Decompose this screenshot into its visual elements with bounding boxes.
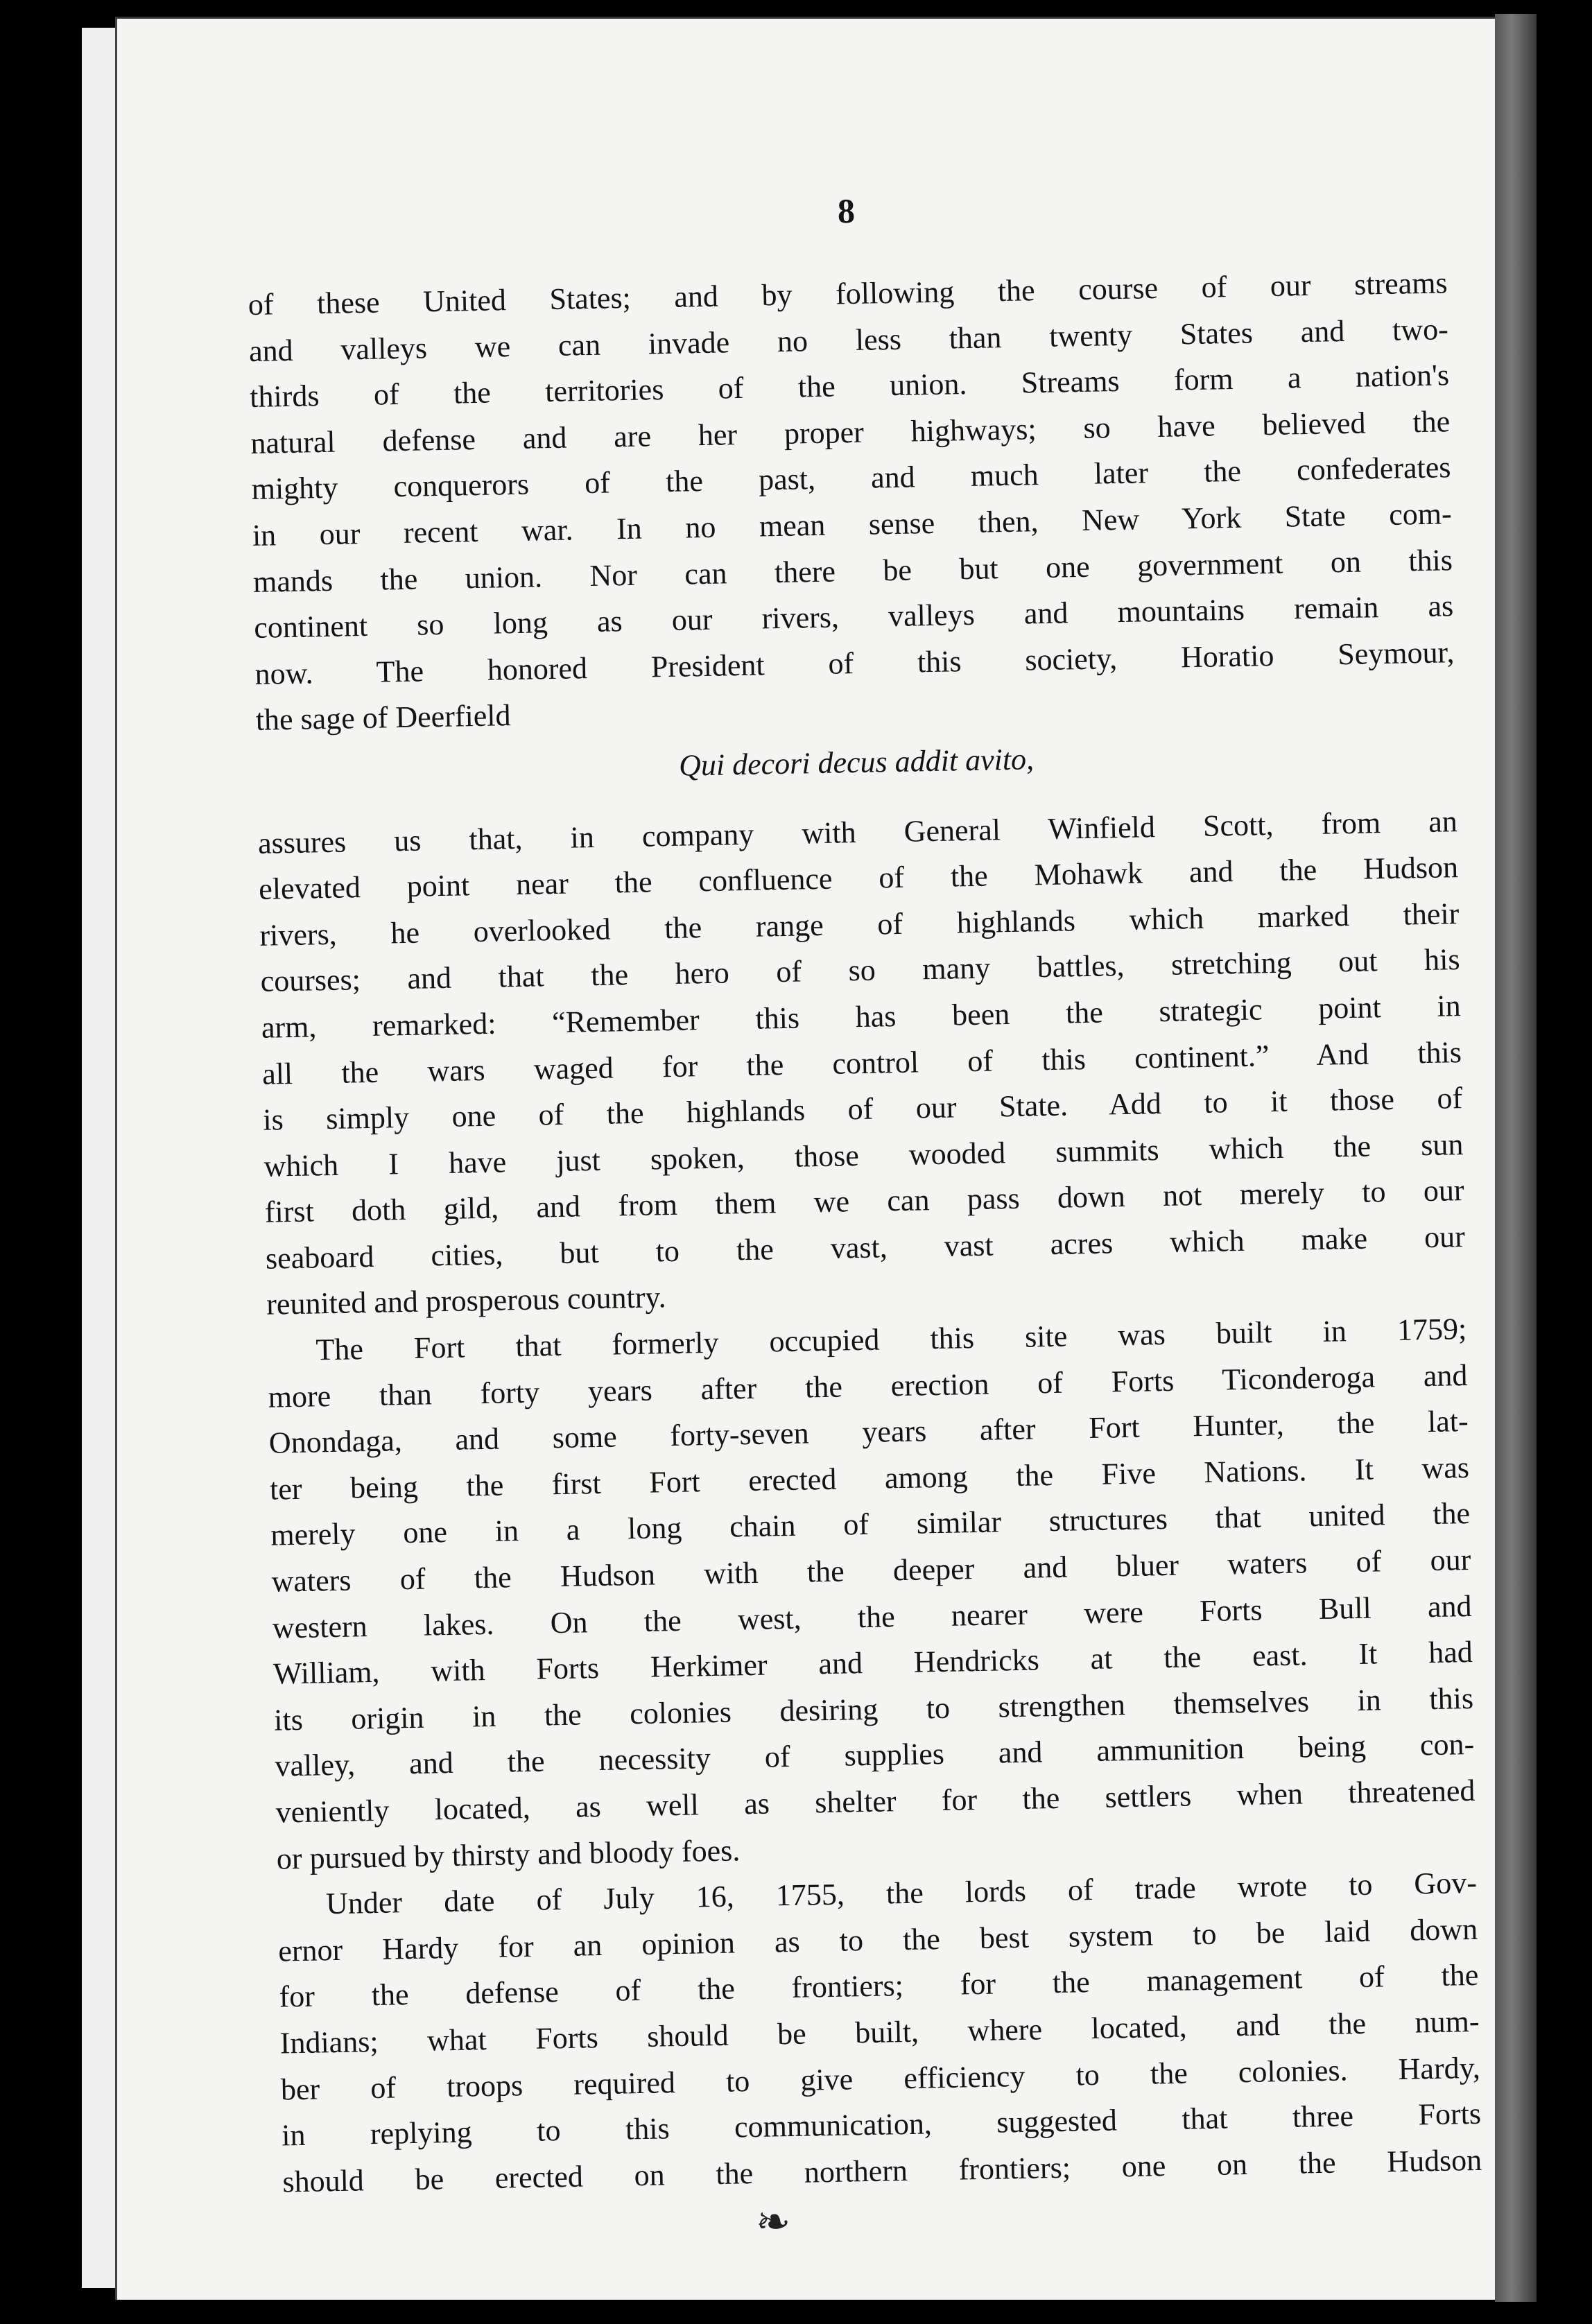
- text-line: arm, remarked: “Remember this has been the strategic point in: [261, 989, 1462, 1045]
- text-line: more than forty years after the erection of Forts Ticonderoga and: [268, 1358, 1468, 1414]
- text-line: ter being the first Fort erected among the Five Nations. It was: [269, 1450, 1470, 1507]
- text-line: Indians; what Forts should be built, where located, and the num-: [279, 2004, 1480, 2061]
- text-line: in replying to this communication, suggested that three Forts: [281, 2096, 1482, 2153]
- paragraph-lords-of-trade: [277, 1860, 1482, 2205]
- text-line: all the wars waged for the control of this continent.” And this: [261, 1034, 1462, 1091]
- text-line: merely one in a long chain of similar structures that united the: [270, 1496, 1471, 1553]
- text-line: mighty conquerors of the past, and much later the confederates: [251, 450, 1451, 507]
- paragraph-seymour-scott: [257, 799, 1466, 1328]
- text-line: mands the union. Nor can there be but one government on this: [252, 542, 1453, 599]
- text-line: assures us that, in company with General Winfield Scott, from an: [257, 804, 1458, 860]
- text-line: its origin in the colonies desiring to strengthen themselves in this: [273, 1681, 1474, 1737]
- text-line: Onondaga, and some forty-seven years after Fort Hunter, the lat-: [268, 1404, 1469, 1460]
- text-line: waters of the Hudson with the deeper and bluer waters of our: [271, 1542, 1471, 1599]
- text-line: natural defense and are her proper highways; so have believed the: [250, 404, 1451, 460]
- text-line: for the defense of the frontiers; for the management of the: [279, 1958, 1479, 2014]
- latin-quotation: Qui decori decus addit avito,: [678, 742, 1035, 783]
- page-number: 8: [837, 191, 856, 231]
- text-line: or pursued by thirsty and bloody foes.: [276, 1832, 741, 1876]
- paragraph-fort-history: [267, 1306, 1476, 1882]
- text-line: and valleys we can invade no less than twenty States and two-: [248, 311, 1449, 368]
- text-line: seaboard cities, but to the vast, vast acres which make our: [265, 1219, 1466, 1276]
- text-line: thirds of the territories of the union. Streams form a nation's: [249, 358, 1450, 415]
- text-line: The Fort that formerly occupied this site was built in 1759;: [315, 1312, 1467, 1367]
- text-line: ber of troops required to give efficiency to the colonies. Hardy,: [280, 2050, 1481, 2107]
- opening-paragraph: [248, 260, 1455, 744]
- text-line: veniently located, as well as shelter for the settlers when threatened: [275, 1773, 1476, 1830]
- text-line: should be erected on the northern frontiers; one on the Hudson: [282, 2142, 1482, 2199]
- text-line: continent so long as our rivers, valleys and mountains remain as: [253, 589, 1454, 645]
- text-line: now. The honored President of this society, Horatio Seymour,: [254, 634, 1455, 691]
- text-line: rivers, he overlooked the range of highlands which marked their: [259, 896, 1460, 953]
- text-line: William, with Forts Herkimer and Hendricks at the east. It had: [272, 1635, 1473, 1691]
- text-line: reunited and prosperous country.: [266, 1280, 666, 1322]
- text-line: the sage of Deerfield: [255, 698, 511, 738]
- page-text-block: [246, 175, 1482, 2205]
- text-line: courses; and that the hero of so many battles, stretching out his: [260, 942, 1460, 999]
- text-line: ernor Hardy for an opinion as to the best system to be laid down: [277, 1911, 1478, 1968]
- text-line: which I have just spoken, those wooded summits which the sun: [263, 1127, 1464, 1183]
- text-line: first doth gild, and from them we can pass down not merely to our: [264, 1173, 1464, 1230]
- text-line: elevated point near the confluence of the Mohawk and the Hudson: [258, 850, 1459, 906]
- text-line: valley, and the necessity of supplies and ammunition being con-: [275, 1727, 1475, 1784]
- text-line: in our recent war. In no mean sense then, New York State com-: [252, 496, 1453, 553]
- book-spine: [1495, 14, 1537, 2302]
- text-line: of these United States; and by following the course of our streams: [248, 266, 1448, 322]
- ink-smudge-mark: ❧: [756, 2199, 791, 2245]
- text-line: Under date of July 16, 1755, the lords of trade wrote to Gov-: [325, 1866, 1478, 1921]
- text-line: western lakes. On the west, the nearer were Forts Bull and: [272, 1588, 1472, 1645]
- text-line: is simply one of the highlands of our State. Add to it those of: [262, 1081, 1463, 1137]
